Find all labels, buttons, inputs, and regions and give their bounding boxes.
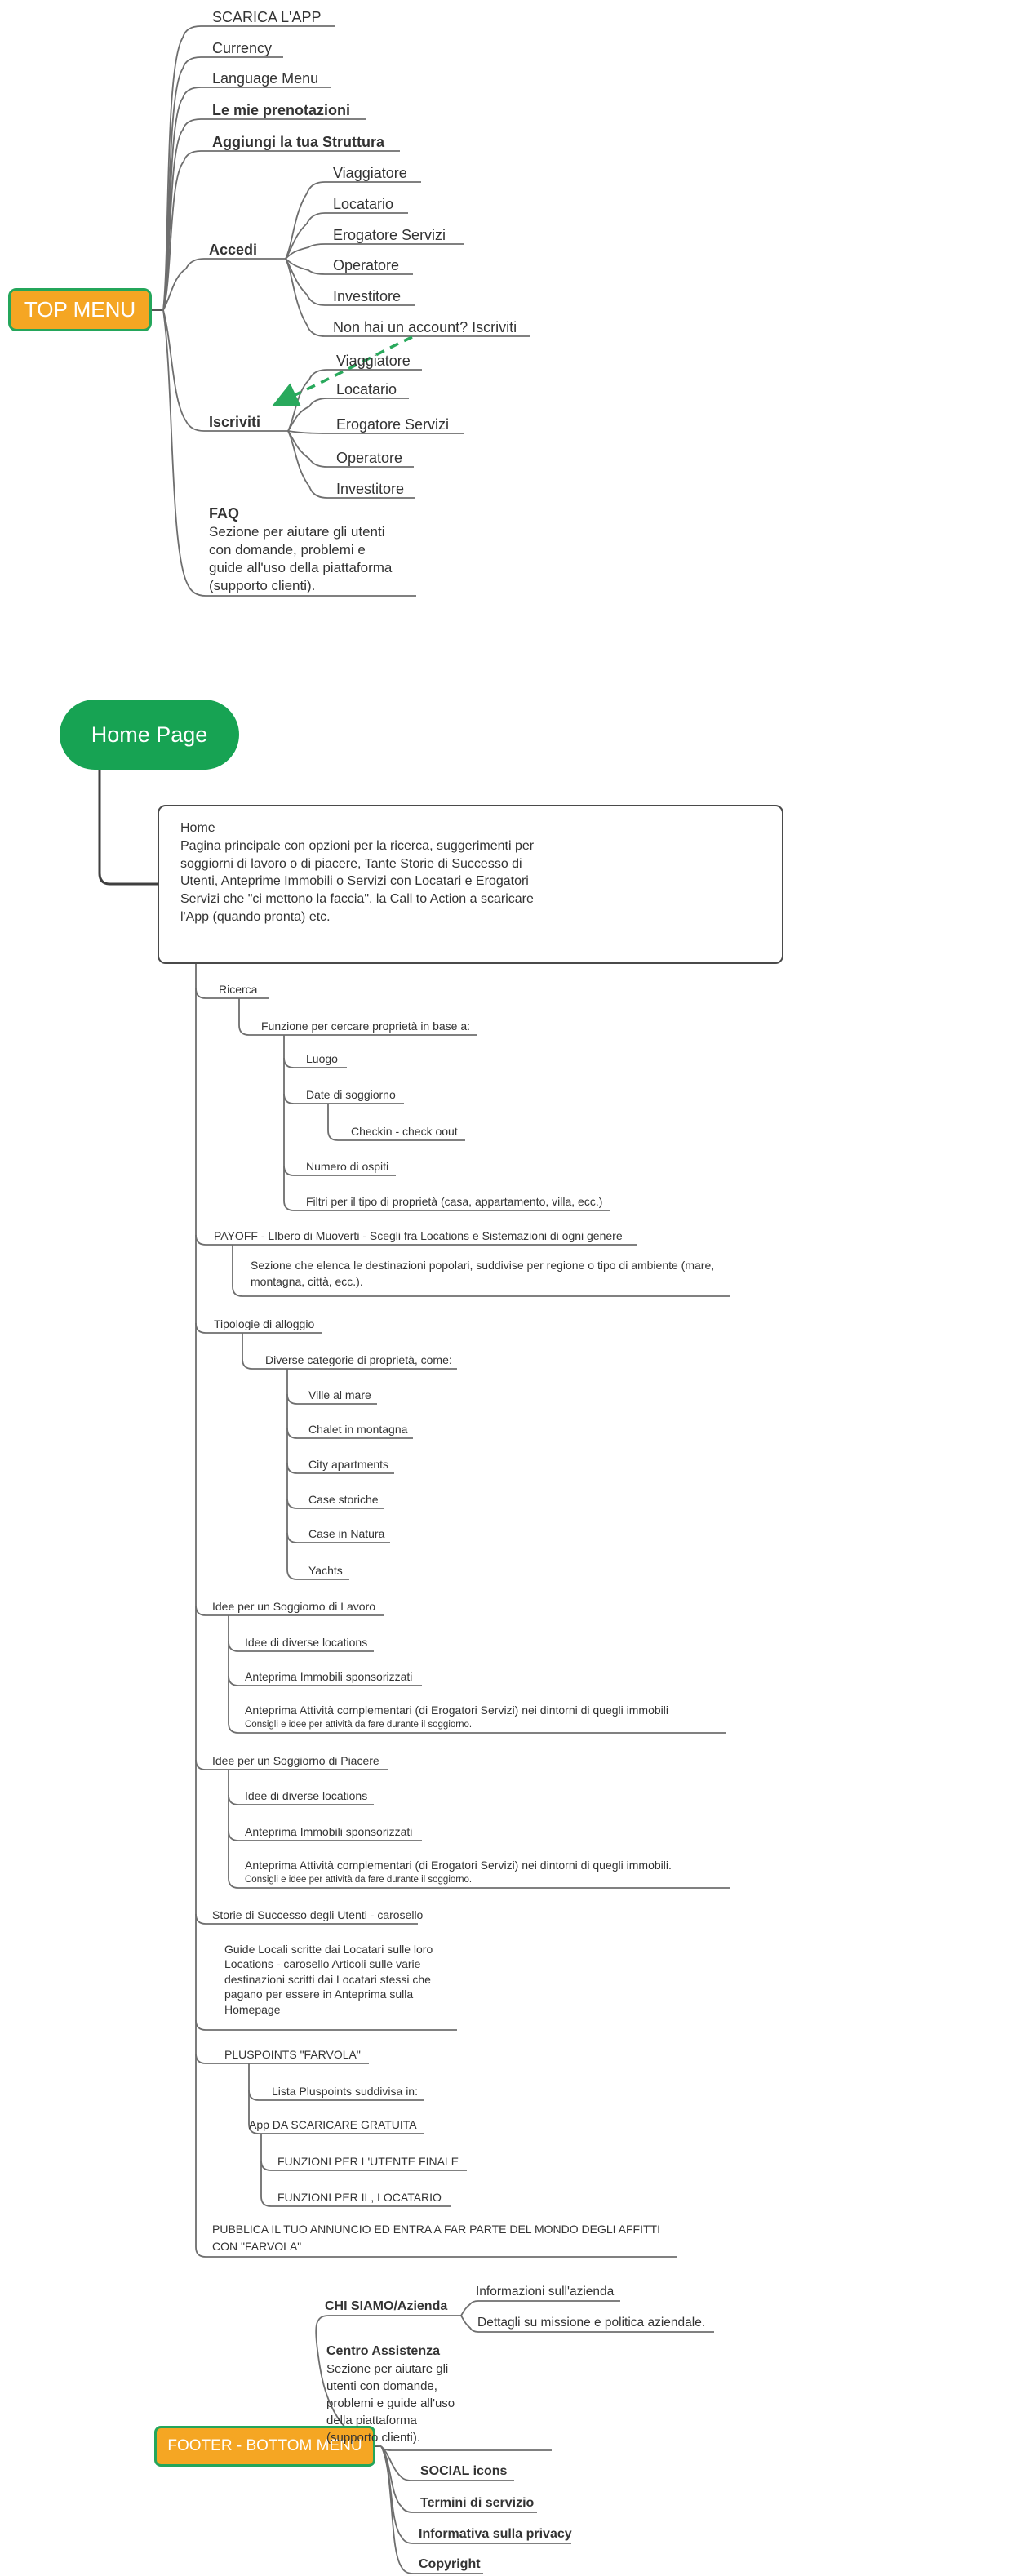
top-menu-node-label: TOP MENU <box>24 297 136 322</box>
node-lista-pluspoints[interactable]: Lista Pluspoints suddivisa in: <box>272 2085 418 2098</box>
node-piacere-attivita[interactable]: Anteprima Attività complementari (di Erogatori Servizi) nei dintorni di quegli immobili. <box>245 1859 672 1872</box>
node-accedi[interactable]: Accedi <box>209 242 258 258</box>
node-lavoro-consigli[interactable]: Consigli e idee per attività da fare durante il soggiorno. <box>245 1720 473 1730</box>
node-scarica-app[interactable]: SCARICA L'APP <box>212 9 322 25</box>
node-numero-ospiti[interactable]: Numero di ospiti <box>306 1160 389 1173</box>
node-guide-locali[interactable]: Guide Locali scritte dai Locatari sulle loro Locations - carosello Articoli sulle varie destinazioni scritti dai Locatari stessi che pagano per essere in Anteprima sulla Homepage <box>224 1943 433 2016</box>
node-social-icons[interactable]: SOCIAL icons <box>420 2464 508 2478</box>
node-ricerca-funzione[interactable]: Funzione per cercare proprietà in base a: <box>261 1019 471 1033</box>
node-currency[interactable]: Currency <box>212 40 273 56</box>
node-informativa-privacy[interactable]: Informativa sulla privacy <box>419 2527 572 2541</box>
node-ricerca[interactable]: Ricerca <box>219 983 258 996</box>
node-dettagli-missione[interactable]: Dettagli su missione e politica aziendale. <box>477 2316 706 2330</box>
node-luogo[interactable]: Luogo <box>306 1052 338 1065</box>
node-lavoro-immobili[interactable]: Anteprima Immobili sponsorizzati <box>245 1670 413 1683</box>
node-lavoro-attivita[interactable]: Anteprima Attività complementari (di Erogatori Servizi) nei dintorni di quegli immobili <box>245 1703 668 1717</box>
node-chi-siamo[interactable]: CHI SIAMO/Azienda <box>325 2299 448 2313</box>
node-pubblica-annuncio[interactable]: PUBBLICA IL TUO ANNUNCIO ED ENTRA A FAR PARTE DEL MONDO DEGLI AFFITTI CON "FARVOLA" <box>212 2223 660 2253</box>
node-city-apartments[interactable]: City apartments <box>308 1458 389 1471</box>
node-faq[interactable]: FAQ <box>209 505 240 522</box>
node-iscriviti-erogatore[interactable]: Erogatore Servizi <box>336 416 450 433</box>
node-tipologie-alloggio[interactable]: Tipologie di alloggio <box>214 1317 315 1330</box>
node-accedi-erogatore[interactable]: Erogatore Servizi <box>333 227 446 243</box>
node-iscriviti-operatore[interactable]: Operatore <box>336 450 403 466</box>
node-informazioni-azienda[interactable]: Informazioni sull'azienda <box>476 2285 615 2298</box>
node-accedi-no-account[interactable]: Non hai un account? Iscriviti <box>333 319 517 335</box>
node-lavoro-locations[interactable]: Idee di diverse locations <box>245 1636 368 1649</box>
home-description-box[interactable] <box>158 805 783 964</box>
node-iscriviti-locatario[interactable]: Locatario <box>336 381 397 398</box>
node-funzioni-locatario[interactable]: FUNZIONI PER IL, LOCATARIO <box>277 2191 442 2204</box>
node-piacere-locations[interactable]: Idee di diverse locations <box>245 1789 368 1802</box>
node-piacere-immobili[interactable]: Anteprima Immobili sponsorizzati <box>245 1825 413 1838</box>
node-storie-successo[interactable]: Storie di Successo degli Utenti - carosello <box>212 1908 424 1921</box>
node-payoff[interactable]: PAYOFF - LIbero di Muoverti - Scegli fra Locations e Sistemazioni di ogni genere <box>214 1229 623 1242</box>
node-case-in-natura[interactable]: Case in Natura <box>308 1527 385 1540</box>
node-language-menu[interactable]: Language Menu <box>212 70 319 87</box>
node-prenotazioni[interactable]: Le mie prenotazioni <box>212 102 351 118</box>
home-page-node[interactable] <box>60 700 239 770</box>
footer-menu-node-label: FOOTER - BOTTOM MENU <box>167 2437 362 2454</box>
node-centro-assistenza-description[interactable]: Sezione per aiutare gli utenti con domande, problemi e guide all'uso della piattaforma (supporto clienti). <box>326 2362 455 2445</box>
node-filtri-proprieta[interactable]: Filtri per il tipo di proprietà (casa, appartamento, villa, ecc.) <box>306 1195 603 1208</box>
node-chalet-montagna[interactable]: Chalet in montagna <box>308 1423 408 1436</box>
node-soggiorno-lavoro[interactable]: Idee per un Soggiorno di Lavoro <box>212 1600 376 1613</box>
node-date-soggiorno[interactable]: Date di soggiorno <box>306 1088 396 1101</box>
node-payoff-destinazioni[interactable]: Sezione che elenca le destinazioni popolari, suddivise per regione o tipo di ambiente (mare, montagna, città, ecc.). <box>251 1259 715 1288</box>
home-box-title: Home <box>180 821 215 835</box>
node-accedi-viaggiatore[interactable]: Viaggiatore <box>333 165 407 181</box>
node-ville-al-mare[interactable]: Ville al mare <box>308 1388 371 1401</box>
node-aggiungi-struttura[interactable]: Aggiungi la tua Struttura <box>212 134 384 150</box>
node-app-gratuita[interactable]: App DA SCARICARE GRATUITA <box>249 2118 417 2131</box>
node-accedi-investitore[interactable]: Investitore <box>333 288 402 304</box>
node-iscriviti[interactable]: Iscriviti <box>209 414 261 430</box>
node-copyright[interactable]: Copyright <box>419 2557 481 2571</box>
node-iscriviti-investitore[interactable]: Investitore <box>336 481 405 497</box>
node-termini-servizio[interactable]: Termini di servizio <box>420 2496 535 2510</box>
node-centro-assistenza[interactable]: Centro Assistenza <box>326 2344 440 2358</box>
top-menu-node[interactable] <box>8 288 152 331</box>
home-box-text: Pagina principale con opzioni per la ricerca, suggerimenti per soggiorni di lavoro o di piacere, Tante Storie di Successo di Utenti, Anteprime Immobili o Servizi con Locatari e Erogatori Servizi che "ci mettono la faccia", la Call to Action a scaricare l'App (quando pronta) etc. <box>180 838 535 924</box>
node-faq-description[interactable]: Sezione per aiutare gli utenti con domande, problemi e guide all'uso della piattaforma (supporto clienti). <box>209 524 393 593</box>
node-soggiorno-piacere[interactable]: Idee per un Soggiorno di Piacere <box>212 1754 380 1767</box>
home-page-node-label: Home Page <box>91 722 208 747</box>
node-accedi-locatario[interactable]: Locatario <box>333 196 394 212</box>
node-piacere-consigli[interactable]: Consigli e idee per attività da fare durante il soggiorno. <box>245 1875 473 1885</box>
node-yachts[interactable]: Yachts <box>308 1564 343 1577</box>
node-tipologie-intro[interactable]: Diverse categorie di proprietà, come: <box>265 1353 452 1366</box>
node-case-storiche[interactable]: Case storiche <box>308 1493 379 1506</box>
node-iscriviti-viaggiatore[interactable]: Viaggiatore <box>336 353 411 369</box>
node-funzioni-utente-finale[interactable]: FUNZIONI PER L'UTENTE FINALE <box>277 2155 459 2168</box>
node-checkin-checkout[interactable]: Checkin - check oout <box>351 1125 458 1138</box>
node-pluspoints[interactable]: PLUSPOINTS "FARVOLA" <box>224 2048 361 2061</box>
node-accedi-operatore[interactable]: Operatore <box>333 257 400 273</box>
